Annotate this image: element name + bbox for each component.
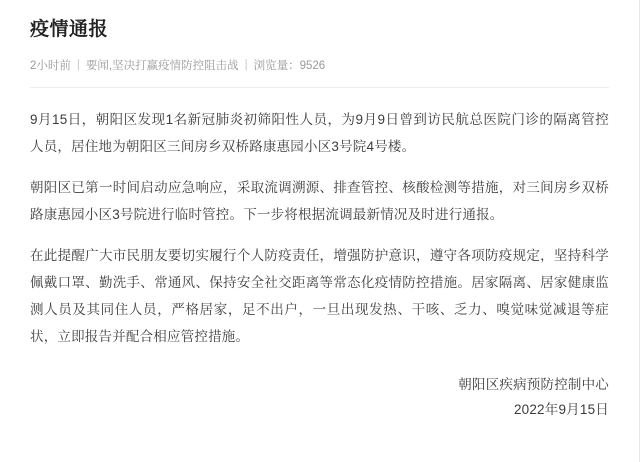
article-signature	[30, 372, 609, 423]
article-body	[30, 106, 609, 350]
signature-date: 2022年9月15日	[513, 402, 609, 418]
header-divider	[30, 87, 609, 88]
article-paragraph: 在此提醒广大市民朋友要切实履行个人防疫责任，增强防护意识，遵守各项防疫规定，坚持科学佩戴口罩、勤洗手、常通风、保持安全社交距离等常态化疫情防控措施。居家隔离、居家健康监测人员及其同住人员，严格居家，足不出户，一旦出现发热、干咳、乏力、嗅觉味觉减退等症状，立即报告并配合相应管控措施。	[30, 247, 609, 344]
page-title: 疫情通报	[30, 19, 109, 40]
meta-separator-2: |	[244, 58, 248, 71]
article-source[interactable]: 要闻,坚决打赢疫情防控阻击战	[85, 59, 239, 72]
publish-time: 2小时前	[30, 59, 71, 72]
article-paragraph: 朝阳区已第一时间启动应急响应，采取流调溯源、排查管控、核酸检测等措施，对三间房乡双桥路康惠园小区3号院进行临时管控。下一步将根据流调最新情况及时进行通报。	[30, 179, 609, 222]
article-paragraph: 9月15日，朝阳区发现1名新冠肺炎初筛阳性人员，为9月9日曾到访民航总医院门诊的隔离管控人员，居住地为朝阳区三间房乡双桥路康惠园小区3号院4号楼。	[30, 111, 609, 154]
meta-separator-1: |	[76, 58, 80, 71]
view-count: 浏览量：9526	[253, 59, 326, 72]
article-meta	[30, 57, 609, 73]
signature-organization: 朝阳区疾病预防控制中心	[458, 376, 609, 392]
